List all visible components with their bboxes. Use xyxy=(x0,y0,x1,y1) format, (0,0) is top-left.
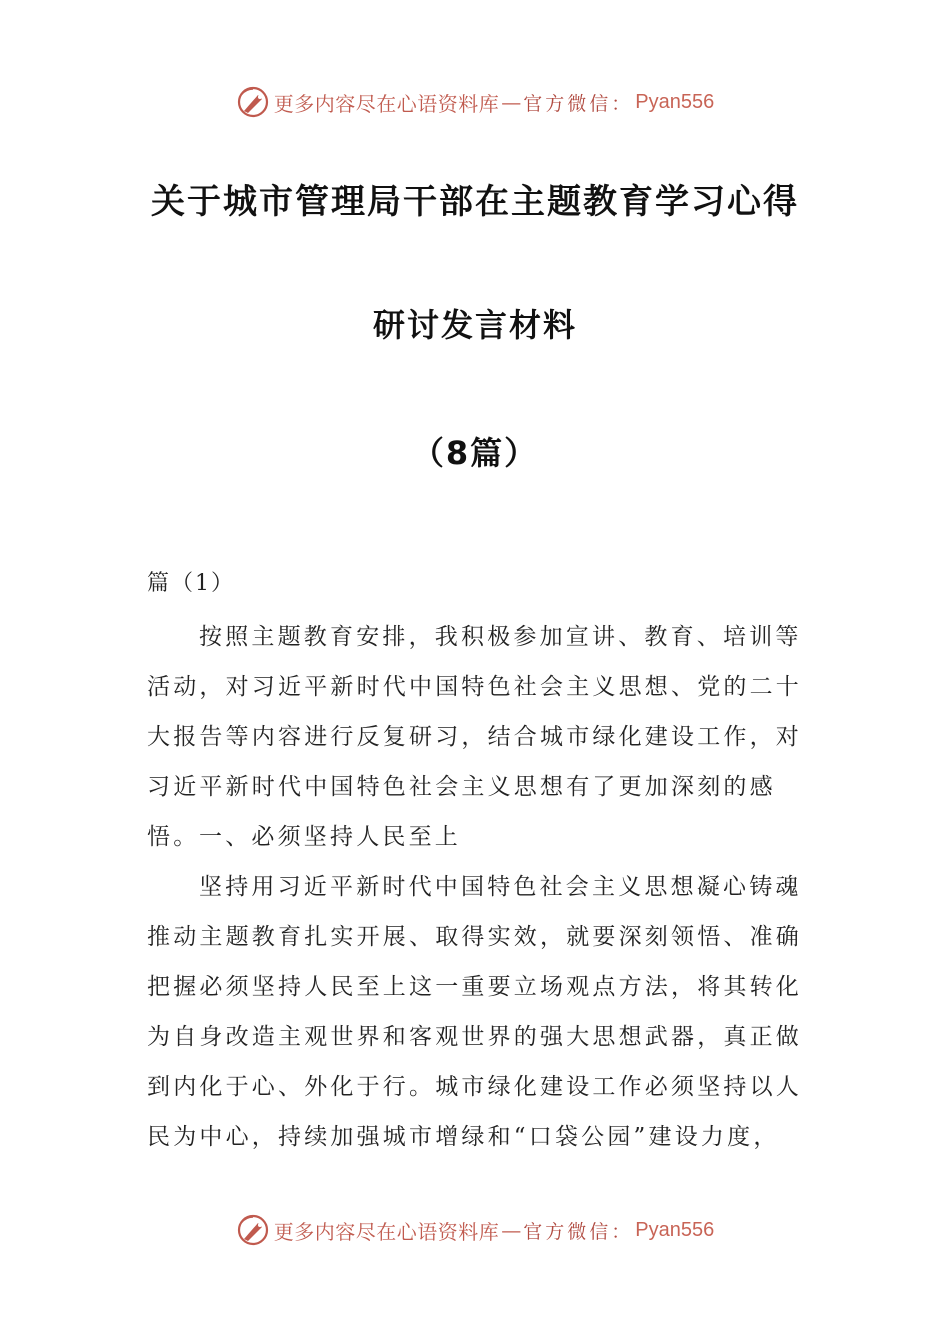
banner-wechat-label: 官方微信： xyxy=(523,92,634,115)
document-title-count: （8篇） xyxy=(411,434,539,472)
banner-brand-text: 更多内容尽在心语资料库 xyxy=(273,1219,500,1244)
header-watermark-banner xyxy=(0,82,950,122)
pen-nib-circle-icon xyxy=(236,1213,270,1247)
document-title-line1: 关于城市管理局干部在主题教育学习心得 xyxy=(151,182,799,222)
document-title-line2: 研讨发言材料 xyxy=(372,306,577,344)
banner-wechat-label: 官方微信： xyxy=(523,1220,634,1243)
footer-watermark-banner xyxy=(0,1210,950,1250)
banner-wechat-id: Pyan556 xyxy=(635,1218,715,1241)
paragraph-2: 坚持用习近平新时代中国特色社会主义思想凝心铸魂推动主题教育扎实开展、取得实效，就要深刻领悟、准确把握必须坚持人民至上这一重要立场观点方法，将其转化为自身改造主观世界和客观世界的强大思想武器，真正做到内化于心、外化于行。城市绿化建设工作必须坚持以人民为中心，持续加强城市增绿和“口袋公园”建设力度， xyxy=(147,874,802,1150)
section-label: 篇（1） xyxy=(147,571,235,596)
banner-brand-text: 更多内容尽在心语资料库 xyxy=(273,91,500,116)
banner-wechat-id: Pyan556 xyxy=(635,90,715,113)
pen-nib-circle-icon xyxy=(236,85,270,119)
banner-dash: — xyxy=(501,90,522,114)
banner-dash: — xyxy=(501,1218,522,1242)
section-heading-1: 一、必须坚持人民至上 xyxy=(199,824,461,850)
paragraph-1: 按照主题教育安排，我积极参加宣讲、教育、培训等活动，对习近平新时代中国特色社会主义思想、党的二十大报告等内容进行反复研习，结合城市绿化建设工作，对习近平新时代中国特色社会主义思想有了更加深刻的感悟。 xyxy=(147,624,802,850)
